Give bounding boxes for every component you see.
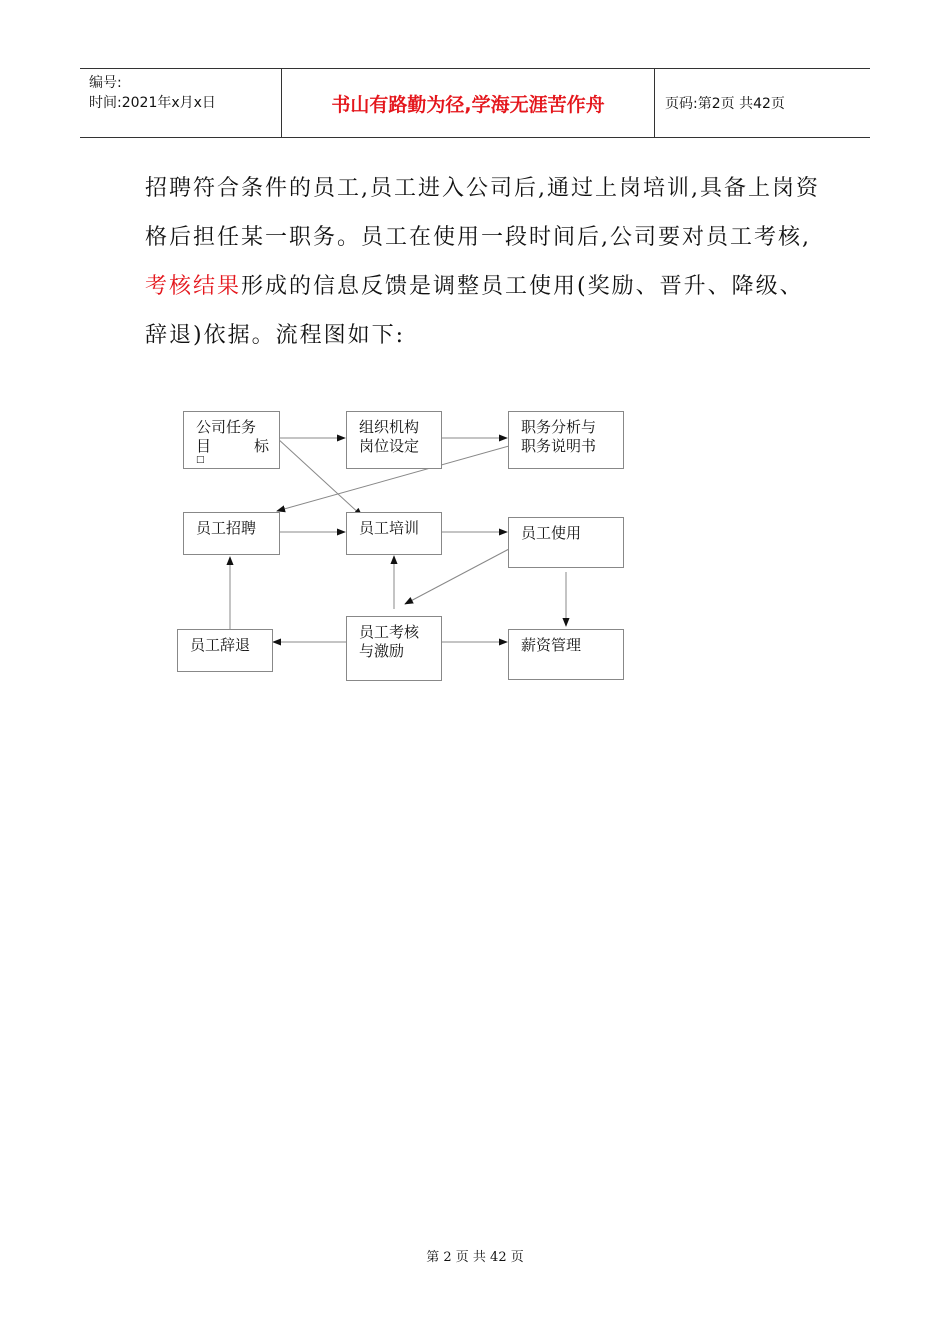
arrow-use-to-assess — [405, 549, 509, 604]
paragraph-text-part2: 形成的信息反馈是调整员工使用(奖励、晋升、降级、辞退)依据。流程图如下: — [145, 274, 804, 348]
header-motto: 书山有路勤为径,学海无涯苦作舟 — [281, 69, 655, 137]
node-training — [346, 512, 442, 555]
node-recruitment-label: 员工招聘 — [196, 519, 257, 537]
node-company-task-line2b: 标 — [253, 437, 269, 455]
node-assessment — [346, 616, 442, 681]
node-company-task-line2 — [196, 437, 279, 456]
node-job-analysis-line2: 职务说明书 — [521, 437, 597, 455]
node-job-analysis — [508, 411, 624, 469]
paragraph-highlight: 考核结果 — [145, 274, 242, 299]
node-org-structure-line1: 组织机构 — [359, 418, 420, 436]
node-company-task-line1: 公司任务 — [196, 418, 257, 436]
node-recruitment — [183, 512, 280, 555]
node-job-analysis-line1: 职务分析与 — [521, 418, 597, 436]
body-paragraph — [145, 164, 825, 360]
node-assessment-line1: 员工考核 — [359, 623, 420, 641]
header-meta — [80, 69, 281, 137]
node-salary-label: 薪资管理 — [521, 636, 582, 654]
node-training-label: 员工培训 — [359, 519, 420, 537]
node-dismissal — [177, 629, 273, 672]
header-page-info: 页码:第2页 共42页 — [665, 96, 785, 112]
paragraph-text-part1: 招聘符合条件的员工,员工进入公司后,通过上岗培训,具备上岗资格后担任某一职务。员工在使用一段时间后,公司要对员工考核, — [145, 176, 820, 250]
node-employee-use-label: 员工使用 — [521, 524, 582, 542]
node-employee-use — [508, 517, 624, 568]
node-company-task — [183, 411, 280, 469]
node-company-task-line3: □ — [196, 456, 205, 465]
document-time-label: 时间:2021年x月x日 — [89, 95, 216, 111]
node-org-structure — [346, 411, 442, 469]
node-org-structure-line2: 岗位设定 — [359, 437, 420, 455]
node-salary — [508, 629, 624, 680]
node-company-task-line2a: 目 — [196, 437, 212, 455]
page-footer: 第 2 页 共 42 页 — [426, 1250, 524, 1265]
document-number-label: 编号: — [89, 75, 122, 91]
document-header — [80, 68, 870, 138]
node-assessment-line2: 与激励 — [359, 642, 405, 660]
node-dismissal-label: 员工辞退 — [190, 636, 251, 654]
